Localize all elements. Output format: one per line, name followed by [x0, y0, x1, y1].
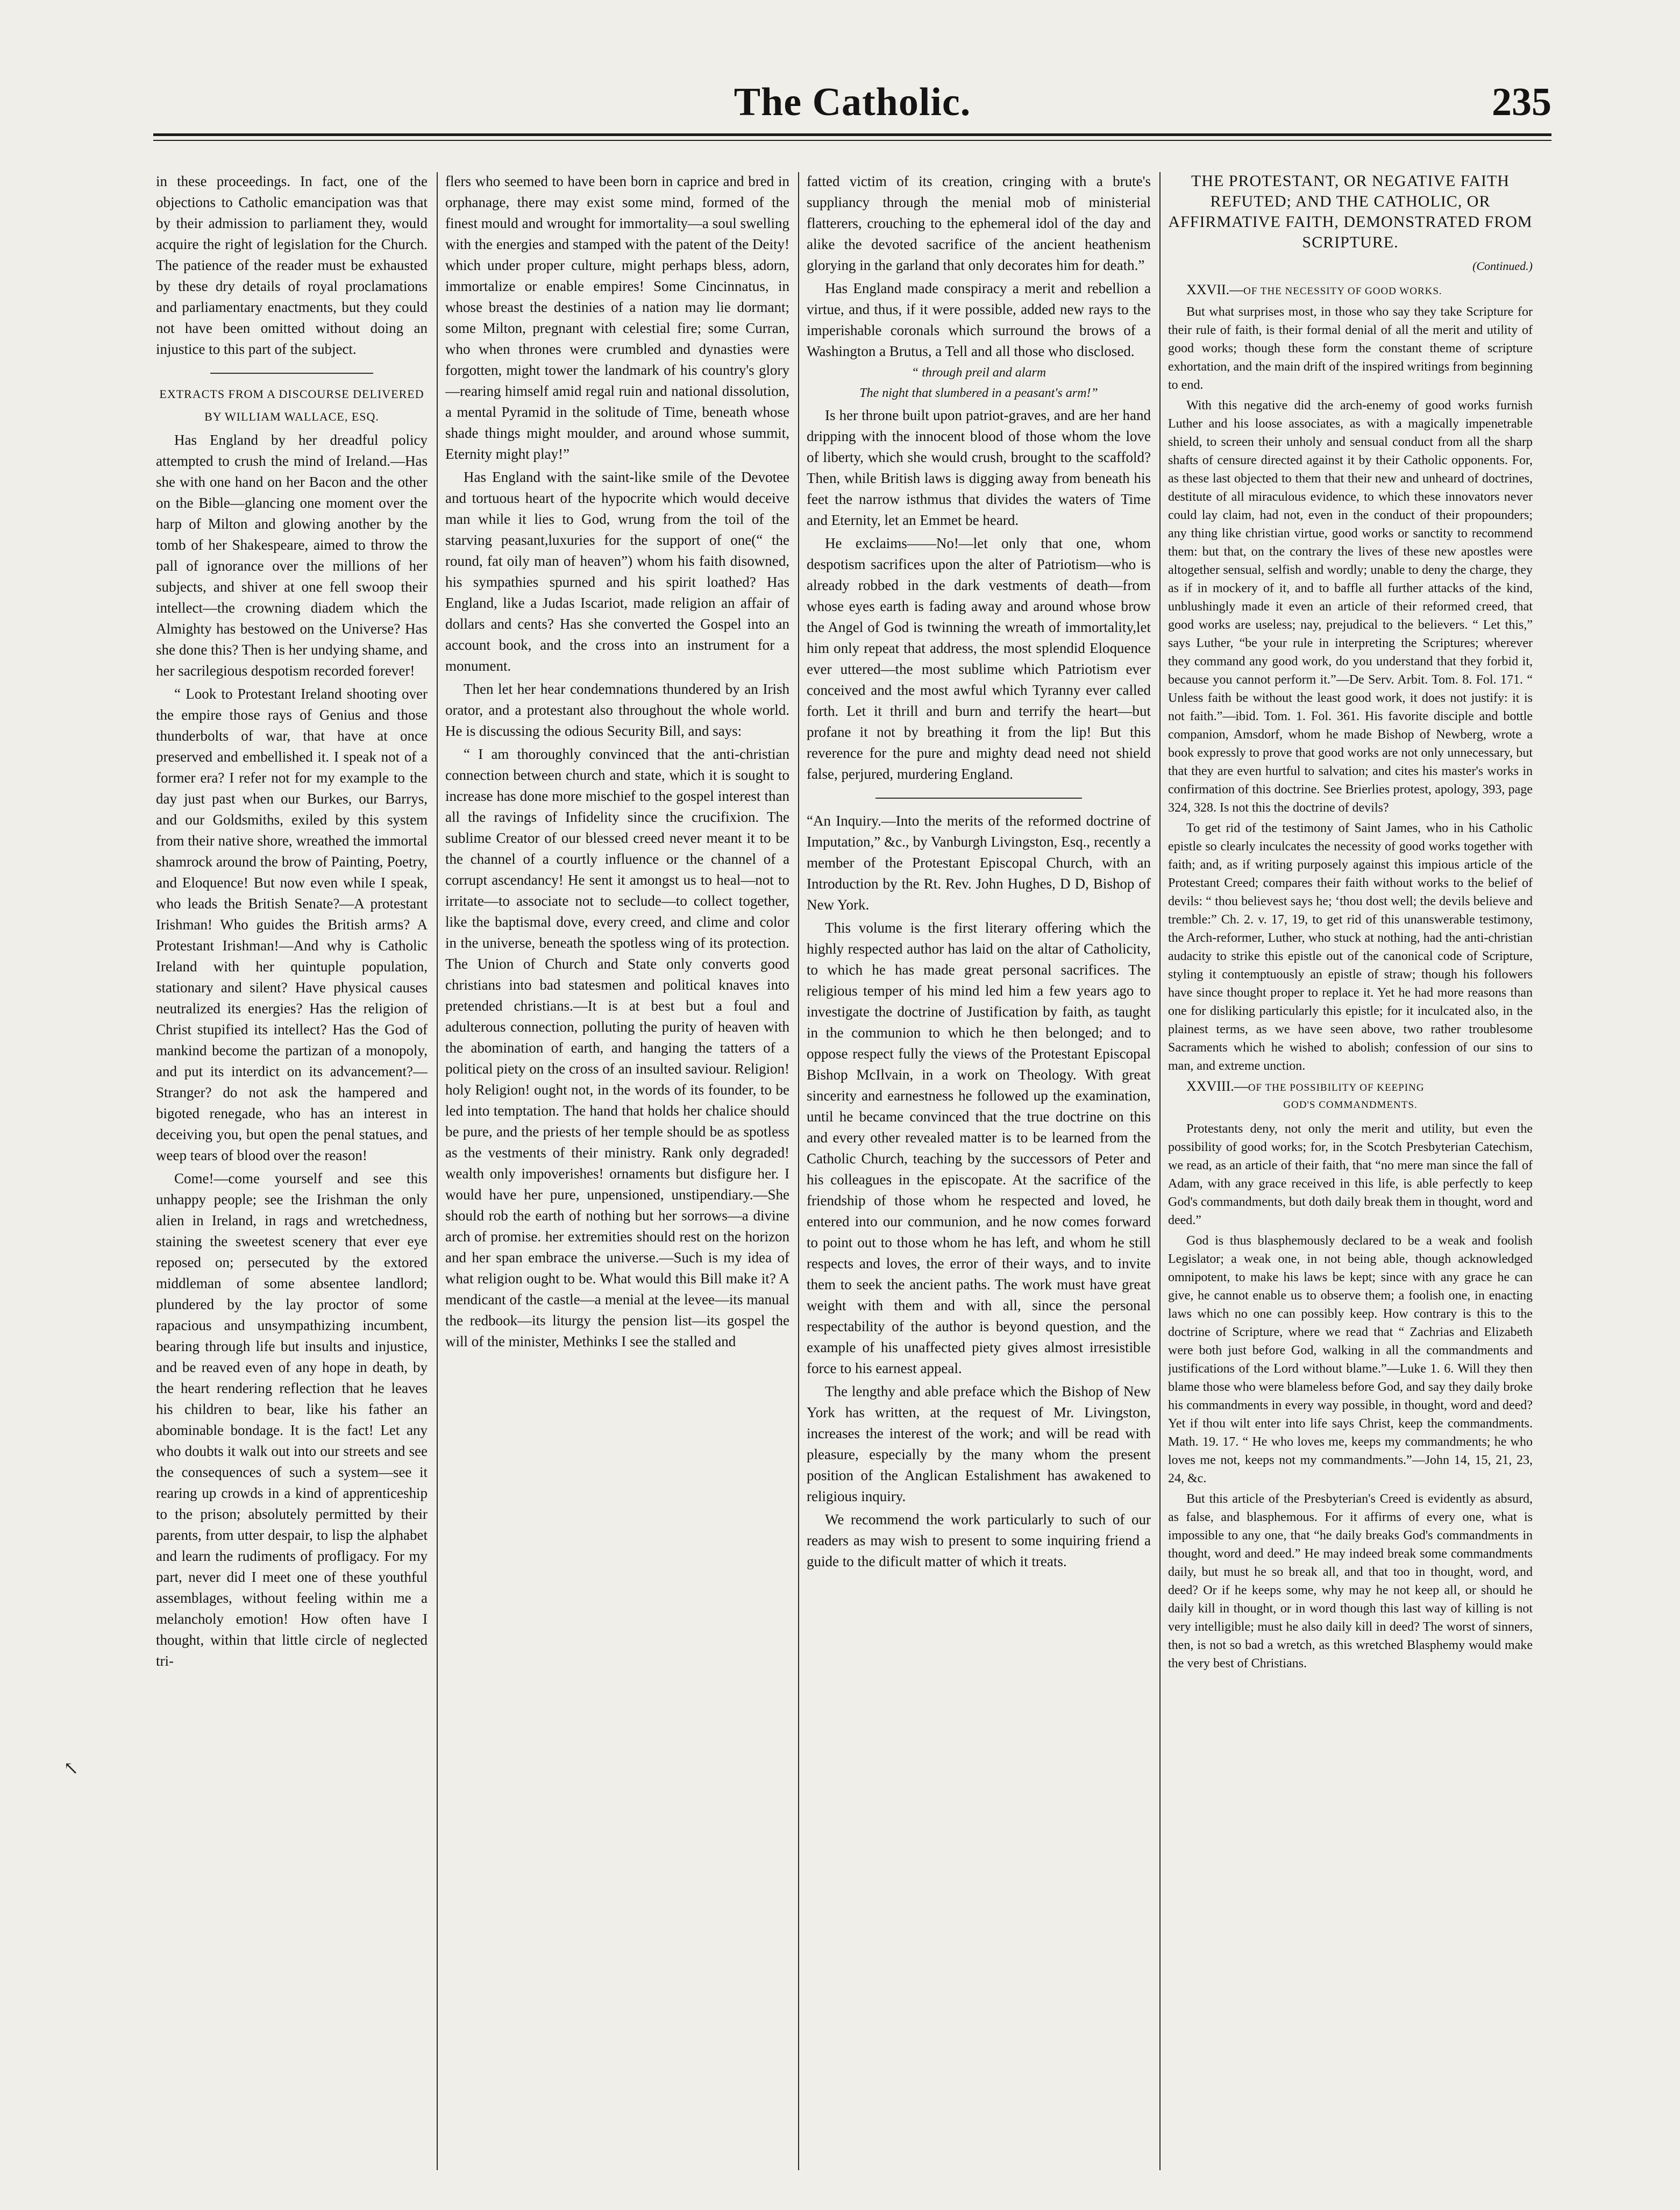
body-paragraph: Has England with the saint-like smile of the Devotee and tortuous heart of the hypocrite which would deceive man while it lies to God, wrung from the toil of the starving peasant,luxuries for the support of one(“ the round, fat oily man of heaven”) whom his faith disowned, his sympathies spurned and his spirit loathed? Has England, like a Judas Iscariot, made religion an affair of dollars and cents? Has she converted the Gospel into an account book, and the cross into an instrument for a monument.: [445, 469, 789, 674]
continued-label: (Continued.): [1472, 259, 1533, 273]
body-paragraph: Protestants deny, not only the merit and utility, but even the possibility of good works; for, in the Scotch Presbyterian Catechism, we read, as an article of their faith, that “no mere man since the fall of Adam, with any grace received in this life, is able perfectly to keep God's commandments, but doth daily break them in thought, word and deed.”: [1168, 1122, 1533, 1227]
column-2: [445, 171, 789, 2169]
body-paragraph: Has England by her dreadful policy attempted to crush the mind of Ireland.—Has she with one hand on her Bacon and the other on the Bible—glancing one moment over the harp of Milton and glowing another by the tomb of her Shakespeare, aimed to throw the pall of ignorance over the millions of her subjects, and shiver at one fell swoop their intellect—the crowning diadem which the Almighty has bestowed on the Universe? Has she done this? Then is her undying shame, and her sacrilegious despotism recorded forever!: [156, 432, 428, 679]
body-paragraph: To get rid of the testimony of Saint James, who in his Catholic epistle so clearly inculcates the necessity of good works together with faith; and, as if writing purposely against this impious article of the Protestant Creed; compares their faith without works to the belief of devils: “ thou believest says he; ‘thou dost well; the devils believe and tremble:” Ch. 2. v. 17, 19, to get rid of this unanswerable testimony, the Arch-reformer, Luther, who stuck at nothing, had the anti-christian audacity to strike this epistle out of the canonical code of Scripture, styling it contemptuously an epistle of straw; though his followers have since thought proper to replace it. Yet he had more reasons than one for disliking particularly this epistle; for it inculcated also, in the plainest terms, as we have seen above, two rather troublesome Sacraments which he wished to abolish; confession of our sins to man, and extreme unction.: [1168, 821, 1533, 1073]
column-divider: [798, 172, 799, 2170]
body-paragraph: flers who seemed to have been born in caprice and bred in orphanage, there may exist some mind, formed of the finest mould and wrought for immortality—a soul swelling with the energies and stamped with the patent of the Deity! which under proper culture, might perhaps bless, adorn, immortalize or enable empires! Some Cincinnatus, in whose breast the destinies of a nation may lie dormant; some Milton, pregnant with celestial fire; some Curran, who when thrones were crumbled and dynasties were forgotten, might tower the landmark of his country's glory—rearing himself amid regal ruin and national dissolution, a mental Pyramid in the solitude of Time, beneath whose shade things might moulder, and around whose summit, Eternity might play!”: [445, 173, 789, 462]
body-paragraph: fatted victim of its creation, cringing with a brute's suppliancy through the menial mob of ministerial flatterers, crouching to the ephemeral idol of the day and alike the devoted sacrifice of the ancient heathenism glorying in the garland that only decorates him for death.”: [807, 173, 1151, 273]
body-paragraph: But what surprises most, in those who say they take Scripture for their rule of faith, is their formal denial of all the merit and utility of good works; though these form the constant theme of scripture exhortation, and the main drift of the inspired writings from beginning to end.: [1168, 305, 1533, 392]
header-rule-thick: [153, 133, 1551, 136]
header-rule-thin: [153, 140, 1551, 141]
column-3: [807, 171, 1151, 2169]
page-title: The Catholic.: [734, 80, 971, 124]
section-number: XXVII.—: [1186, 282, 1244, 297]
column-4: [1168, 171, 1533, 2169]
page-number: 235: [1492, 80, 1551, 124]
book-notice: “An Inquiry.—Into the merits of the reformed doctrine of Imputation,” &c., by Vanburgh Livingston, Esq., recently a member of the Protestant Episcopal Church, with an Introduction by the Rt. Rev. John Hughes, D D, Bishop of New York.: [807, 813, 1151, 913]
body-paragraph: With this negative did the arch-enemy of good works furnish Luther and his loose associates, as with a magically impenetrable shield, to screen their unholy and sensual conduct from all the sharp shafts of censure directed against it by their Catholic opponents. For, as these last objected to them that their new and unheard of doctrines, destitute of all miraculous evidence, to which these innovators never could lay claim, had not, even in the conduct of their propounders; any thing like christian virtue, good works or sanctity to recommend them: but that, on the contrary the lives of these new apostles were altogether sensual, selfish and wordly; unable to deny the charge, they as if in mockery of it, and to baffle all further attacks of the kind, unblushingly made it even an article of their reformed creed, that good works are useless; nay, prejudical to the believers. “ Let this,” says Luther, “be your rule in interpreting the Scriptures; wherever they command any good work, do you understand that they forbid it, because you cannot perform it.”—De Serv. Arbit. Tom. 8. Fol. 171. “ Unless faith be without the least good work, it does not justify: it is not faith.”—ibid. Tom. 1. Fol. 361. His favorite disciple and bottle companion, Amsdorf, whom he made Bishop of Newberg, wrote a book expressly to prove that good works are not only unnecessary, but that they are even hurtful to salvation; and cites his master's works in confirmation of this doctrine. See Brierlies protest, apology, 393, page 324, 328. Is not this the doctrine of devils?: [1168, 399, 1533, 815]
body-paragraph: But this article of the Presbyterian's Creed is evidently as absurd, as false, and blasphemous. For it affirms of every one, what is impossible to any one, that “he daily breaks God's commandments in thought, word and deed.” He may indeed break some commandments daily, but must he so break all, and that too in thought, word, and deed? Or if he keeps some, why may he not keep all, or should he daily kill in thought, or in word though this last way of killing is not very intelligible; must he also daily kill in deed? The worst of sinners, then, is not so bad a wretch, as this wretched Blasphemy would make the very best of Christians.: [1168, 1492, 1533, 1671]
body-paragraph: This volume is the first literary offering which the highly respected author has laid on the altar of Catholicity, to which he has made great personal sacrifices. The religious temper of his mind led him a few years ago to investigate the doctrine of Justification by faith, as taught in the communion to which he then belonged; and to oppose respect fully the views of the Protestant Episcopal Bishop McIlvain, in a work on Theology. With great sincerity and earnestness he followed up the examination, until he became convinced that the true doctrine on this and every other revealed matter is to be learned from the Catholic Church, teaching by the successors of Peter and his colleagues in the episcopate. At the sacrifice of the friendship of those whom he respected and loved, he entered into our communion, and he now comes forward to point out to those whom he has left, and whom he still respects and loves, the error of their ways, and to invite them to seek the ancient paths. The work must have great weight with them and with all, since the personal respectability of the author is beyond question, and the example of his unaffected piety gives almost irresistible force to his earnest appeal.: [807, 920, 1151, 1376]
column-divider: [437, 172, 438, 2170]
section-heading-27: [1168, 281, 1533, 301]
section-title-continued: GOD'S COMMANDMENTS.: [1283, 1099, 1418, 1111]
verse-line: “ through preil and alarm: [911, 366, 1047, 380]
extract-byline: BY WILLIAM WALLACE, ESQ.: [204, 410, 379, 423]
body-paragraph: We recommend the work particularly to such of our readers as may wish to present to some inquiring friend a guide to the dificult matter of which it treats.: [807, 1511, 1151, 1569]
section-divider: [210, 373, 373, 374]
section-number: XXVIII.—: [1186, 1078, 1248, 1094]
masthead: [153, 65, 1551, 134]
quoted-paragraph: “ I am thoroughly convinced that the anti-christian connection between church and state, which it is sought to increase has done more mischief to the gospel interest than all the ravings of Infidelity since the crucifixion. The sublime Creator of our blessed creed never meant it to be the channel of a courtly influence or the channel of a corrupt ascendancy! He sent it amongst us to heal—not to irritate—to associate not to seclude—to collect together, like the baptismal dove, every creed, and clime and color in the universe, beneath the spotless wing of its protection. The Union of Church and State only converts good christians into bad statesmen and political knaves into pretended christians.—It is at best but a foul and adulterous connection, polluting the purity of heaven with the abomination of earth, and hanging the tatters of a political piety on the cross of an insulted saviour. Religion! holy Religion! ought not, in the words of its founder, to be led into temptation. The hand that holds her chalice should be pure, and the priests of her temple should be as spotless as the vestments of their ministry. Rank only degraded! wealth only impoverishes! ornaments but disfigure her. I would have her pure, unpensioned, unstipendiary.—She should rob the earth of nothing but her sorrows—a divine arch of promise. her extremities should rest on the horizon and her span embrace the universe.—Such is my idea of what religion ought to be. What would this Bill make it? A mendicant of the castle—a menial at the levee—its manual the redbook—its liturgy the pension list—its gospel the will of the minister, Methinks I see the stalled and: [445, 746, 789, 1349]
body-paragraph: “ Look to Protestant Ireland shooting over the empire those rays of Genius and those thunderbolts of war, that have at once preserved and embellished it. I speak not of a former era? I refer not for my example to the day just past when our Burkes, our Barrys, and our Goldsmiths, exiled by this system from their native shore, wreathed the immortal shamrock around the brow of Painting, Poetry, and Eloquence! But now even while I speak, who leads the British Senate?—A protestant Irishman! Who guides the British arms? A Protestant Irishman!—And why is Catholic Ireland with her quintuple population, stationary and silent? Have physical causes neutralized its energies? Has the religion of Christ stupified its intellect? Has the God of mankind become the partizan of a monopoly, and put its interdict on its advancement?—Stranger? do not ask the hampered and bigoted renegade, who has an interest in deceiving you, but open the penal statues, and weep tears of blood over the reason!: [156, 686, 428, 1163]
column-1: [156, 171, 428, 2169]
mouse-cursor-icon: ↖: [63, 1759, 79, 1779]
body-paragraph: Come!—come yourself and see this unhappy people; see the Irishman the only alien in Ireland, in rags and wretchedness, staining the sweetest scenery that ever eye reposed on; persecuted by the extored middleman of some absentee landlord; plundered by the lay proctor of some rapacious and unsympathizing incumbent, bearing through life but insults and injustice, and be reaved even of any hope in death, by the heart rendering reflection that he leaves his children to bear, like his father an abominable bondage. It is the fact! Let any who doubts it walk out into our streets and see the consequences of such a system—see it rearing up crowds in a kind of apprenticeship to the prison; absolutely permitted by their parents, from utter despair, to lisp the alphabet and learn the rudiments of profligacy. For my part, never did I meet one of these youthful assemblages, without feeling within me a melancholy emotion! How often have I thought, within that little circle of neglected tri-: [156, 1170, 428, 1669]
body-paragraph: God is thus blasphemously declared to be a weak and foolish Legislator; a weak one, in not being able, though acknowledged omnipotent, to make his laws be kept; since with any grace he can give, he cannot enable us to observe them; a foolish one, in enacting laws which no one can possibly keep. How contrary is this to the doctrine of Scripture, where we read that “ Zachrias and Elizabeth were both just before God, walking in all the commandments and justifications of the Lord without blame.”—Luke 1. 6. Will they then blame those who were blameless before God, and say they daily broke his commandments in every way possible, in thought, word and deed? Yet if thou wilt enter into life says Christ, keep the commandments. Math. 19. 17. “ He who loves me, keeps my commandments; he who loves me not, keeps not my commandments.”—John 14, 15, 21, 23, 24, &c.: [1168, 1234, 1533, 1486]
section-title: OF THE POSSIBILITY OF KEEPING: [1248, 1082, 1425, 1093]
column-divider: [1159, 172, 1161, 2170]
article-heading: THE PROTESTANT, OR NEGATIVE FAITH REFUTED; AND THE CATHOLIC, OR AFFIRMATIVE FAITH, DEMONSTRATED FROM SCRIPTURE.: [1168, 172, 1533, 251]
verse-line: The night that slumbered in a peasant's arm!”: [859, 386, 1098, 400]
body-paragraph: in these proceedings. In fact, one of the objections to Catholic emancipation was that by their admission to parliament they, would acquire the right of legislation for the Church. The patience of the reader must be exhausted by these dry details of royal proclamations and parliamentary enactments, but they could not have been omitted without doing an injustice to this part of the subject.: [156, 173, 428, 357]
body-paragraph: Has England made conspiracy a merit and rebellion a virtue, and thus, if it were possible, added new rays to the imperishable coronals which surround the brows of a Washington a Brutus, a Tell and all those who disclosed.: [807, 280, 1151, 359]
body-paragraph: Is her throne built upon patriot-graves, and are her hand dripping with the innocent blood of those whom the love of liberty, which she would crush, brought to the scaffold? Then, while British laws is digging away from beneath his feet the narrow isthmus that divides the waters of Time and Eternity, let an Emmet be heard.: [807, 407, 1151, 528]
body-paragraph: He exclaims——No!—let only that one, whom despotism sacrifices upon the alter of Patriotism—who is already robbed in the dark vestments of death—from whose eyes earth is fading away and around whose brow the Angel of God is twinning the wreath of immortality,let him only repeat that address, the most splendid Eloquence ever uttered—the most sublime which Patriotism ever conceived and the most awful which Tyranny ever called forth. Let it thrill and burn and terrify the heart—but profane it not by breathing it from the lip! But this reverence for the pure and mighty dead need not shield false, perjured, murdering England.: [807, 535, 1151, 782]
section-title: OF THE NECESSITY OF GOOD WORKS.: [1243, 286, 1442, 297]
extract-heading: EXTRACTS FROM A DISCOURSE DELIVERED: [159, 387, 424, 401]
section-heading-28: [1168, 1077, 1533, 1097]
section-divider: [875, 798, 1082, 799]
body-paragraph: The lengthy and able preface which the Bishop of New York has written, at the request of Mr. Livingston, increases the interest of the work; and will be read with pleasure, especially by the many whom the present position of the Anglican Estalishment has awakened to religious inquiry.: [807, 1383, 1151, 1504]
body-paragraph: Then let her hear condemnations thundered by an Irish orator, and a protestant also throughout the whole world. He is discussing the odious Security Bill, and says:: [445, 681, 789, 739]
